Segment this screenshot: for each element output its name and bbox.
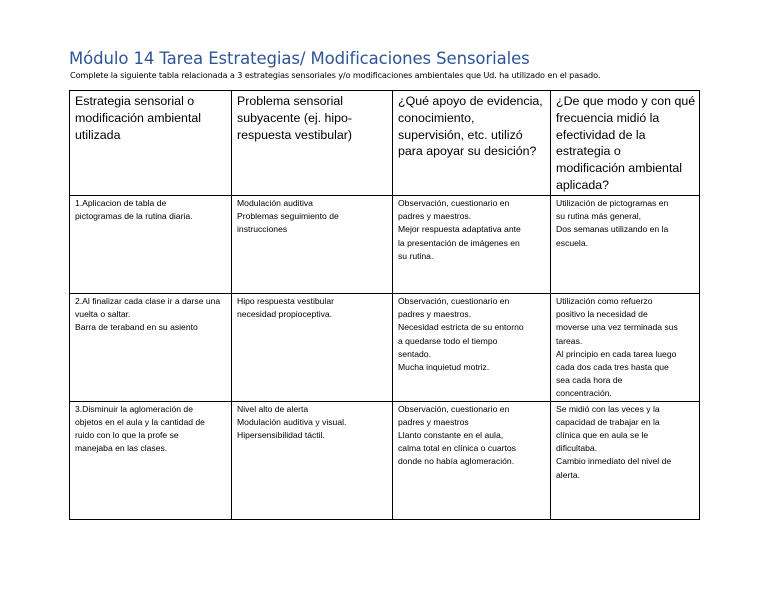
cell-line: tareas.: [556, 335, 583, 346]
cell-line: Al principio en cada tarea luego: [556, 348, 677, 359]
cell-line: Dos semanas utilizando en la: [556, 224, 669, 235]
table-cell-strategy: [70, 196, 232, 294]
cell-line: 1.Aplicacion de tabla de: [75, 198, 167, 208]
table-cell-effectiveness: [551, 294, 700, 402]
cell-line: necesidad propioceptiva.: [237, 309, 333, 320]
cell-line: Utilización de pictogramas en: [556, 198, 669, 208]
cell-line: a quedarse todo el tiempo: [398, 335, 498, 346]
header-sensory-problem: [232, 91, 393, 196]
cell-line: Nivel alto de alerta: [237, 403, 309, 414]
cell-line: vuelta o saltar.: [75, 309, 131, 320]
cell-line: su rutina más general,: [556, 211, 642, 222]
cell-line: alerta.: [556, 469, 580, 480]
header-line: frecuencia midió la: [556, 110, 660, 125]
cell-line: Hipo respuesta vestibular: [237, 296, 334, 306]
cell-line: su rutina.: [398, 250, 434, 261]
cell-line: Se midió con las veces y la: [556, 403, 660, 414]
cell-line: objetos en el aula y la cantidad de: [75, 416, 205, 427]
header-line: conocimiento,: [398, 110, 475, 125]
table-header-row: [70, 91, 700, 196]
header-line: Problema sensorial: [237, 94, 344, 108]
header-line: utilizada: [75, 127, 121, 142]
cell-line: Observación, cuestionario en: [398, 198, 510, 208]
cell-line: Problemas seguimiento de: [237, 211, 339, 222]
cell-line: sea cada hora de: [556, 375, 623, 386]
cell-line: padres y maestros.: [398, 211, 472, 222]
cell-line: Barra de teraband en su asiento: [75, 322, 198, 333]
header-effectiveness: [551, 91, 700, 196]
cell-line: instrucciones: [237, 224, 288, 235]
header-line: supervisión, etc. utilizó: [398, 127, 523, 142]
cell-line: padres y maestros: [398, 416, 469, 427]
cell-line: Modulación auditiva: [237, 198, 313, 208]
header-line: para apoyar su desición?: [398, 144, 537, 159]
cell-line: clínica que en aula se le: [556, 430, 649, 441]
cell-line: capacidad de trabajar en la: [556, 416, 660, 427]
table-cell-strategy: [70, 401, 232, 519]
header-line: estrategia o: [556, 144, 621, 159]
table-cell-evidence: [393, 401, 551, 519]
cell-line: escuela.: [556, 237, 589, 248]
instructions-text: Complete la siguiente tabla relacionada a 3 estrategias sensoriales y/o modificaciones ambientales que Ud. ha utilizado en el pasado.: [70, 70, 601, 80]
cell-line: 2.Al finalizar cada clase ir a darse una: [75, 296, 221, 306]
cell-line: positivo la necesidad de: [556, 309, 648, 320]
cell-line: Observación, cuestionario en: [398, 296, 510, 306]
table-cell-effectiveness: [551, 196, 700, 294]
header-line: subyacente (ej. hipo-: [237, 110, 353, 125]
header-line: modificación ambiental: [75, 110, 202, 125]
header-strategy: [70, 91, 232, 196]
header-evidence: [393, 91, 551, 196]
table-row: [70, 196, 700, 294]
strategies-table: [69, 90, 700, 520]
cell-line: concentración.: [556, 388, 612, 399]
cell-line: ruido con lo que la profe se: [75, 430, 179, 441]
table-cell-evidence: [393, 294, 551, 402]
cell-line: la presentación de imágenes en: [398, 237, 520, 248]
header-line: efectividad de la: [556, 127, 646, 142]
table-cell-effectiveness: [551, 401, 700, 519]
cell-line: padres y maestros.: [398, 309, 472, 320]
table-row: [70, 294, 700, 402]
cell-line: dificultaba.: [556, 443, 598, 454]
document-title: Módulo 14 Tarea Estrategias/ Modificaciones Sensoriales: [69, 49, 530, 68]
cell-line: pictogramas de la rutina diaria.: [75, 211, 193, 222]
table-row: [70, 401, 700, 519]
table-cell-problem: [232, 294, 393, 402]
table-cell-problem: [232, 196, 393, 294]
cell-line: Utilización como refuerzo: [556, 296, 653, 306]
cell-line: Hipersensibilidad táctil.: [237, 430, 325, 441]
cell-line: moverse una vez terminada sus: [556, 322, 678, 333]
table-cell-problem: [232, 401, 393, 519]
cell-line: Llanto constante en el aula,: [398, 430, 504, 441]
cell-line: 3.Disminuir la aglomeración de: [75, 403, 193, 414]
header-line: aplicada?: [556, 177, 610, 192]
cell-line: Necesidad estricta de su entorno: [398, 322, 524, 333]
cell-line: cada dos cada tres hasta que: [556, 362, 669, 373]
table-cell-evidence: [393, 196, 551, 294]
cell-line: sentado.: [398, 348, 431, 359]
header-line: ¿De que modo y con qué: [556, 94, 696, 108]
header-line: respuesta vestibular): [237, 127, 353, 142]
table-cell-strategy: [70, 294, 232, 402]
cell-line: calma total en clínica o cuartos: [398, 443, 516, 454]
cell-line: Mejor respuesta adaptativa ante: [398, 224, 521, 235]
header-line: Estrategia sensorial o: [75, 94, 195, 108]
cell-line: Cambio inmediato del nivel de: [556, 456, 672, 467]
cell-line: Observación, cuestionario en: [398, 403, 510, 414]
header-line: modificación ambiental: [556, 161, 683, 176]
header-line: ¿Qué apoyo de evidencia,: [398, 94, 543, 108]
cell-line: Mucha inquietud motriz.: [398, 362, 490, 373]
cell-line: manejaba en las clases.: [75, 443, 168, 454]
cell-line: donde no había aglomeración.: [398, 456, 515, 467]
cell-line: Modulación auditiva y visual.: [237, 416, 347, 427]
